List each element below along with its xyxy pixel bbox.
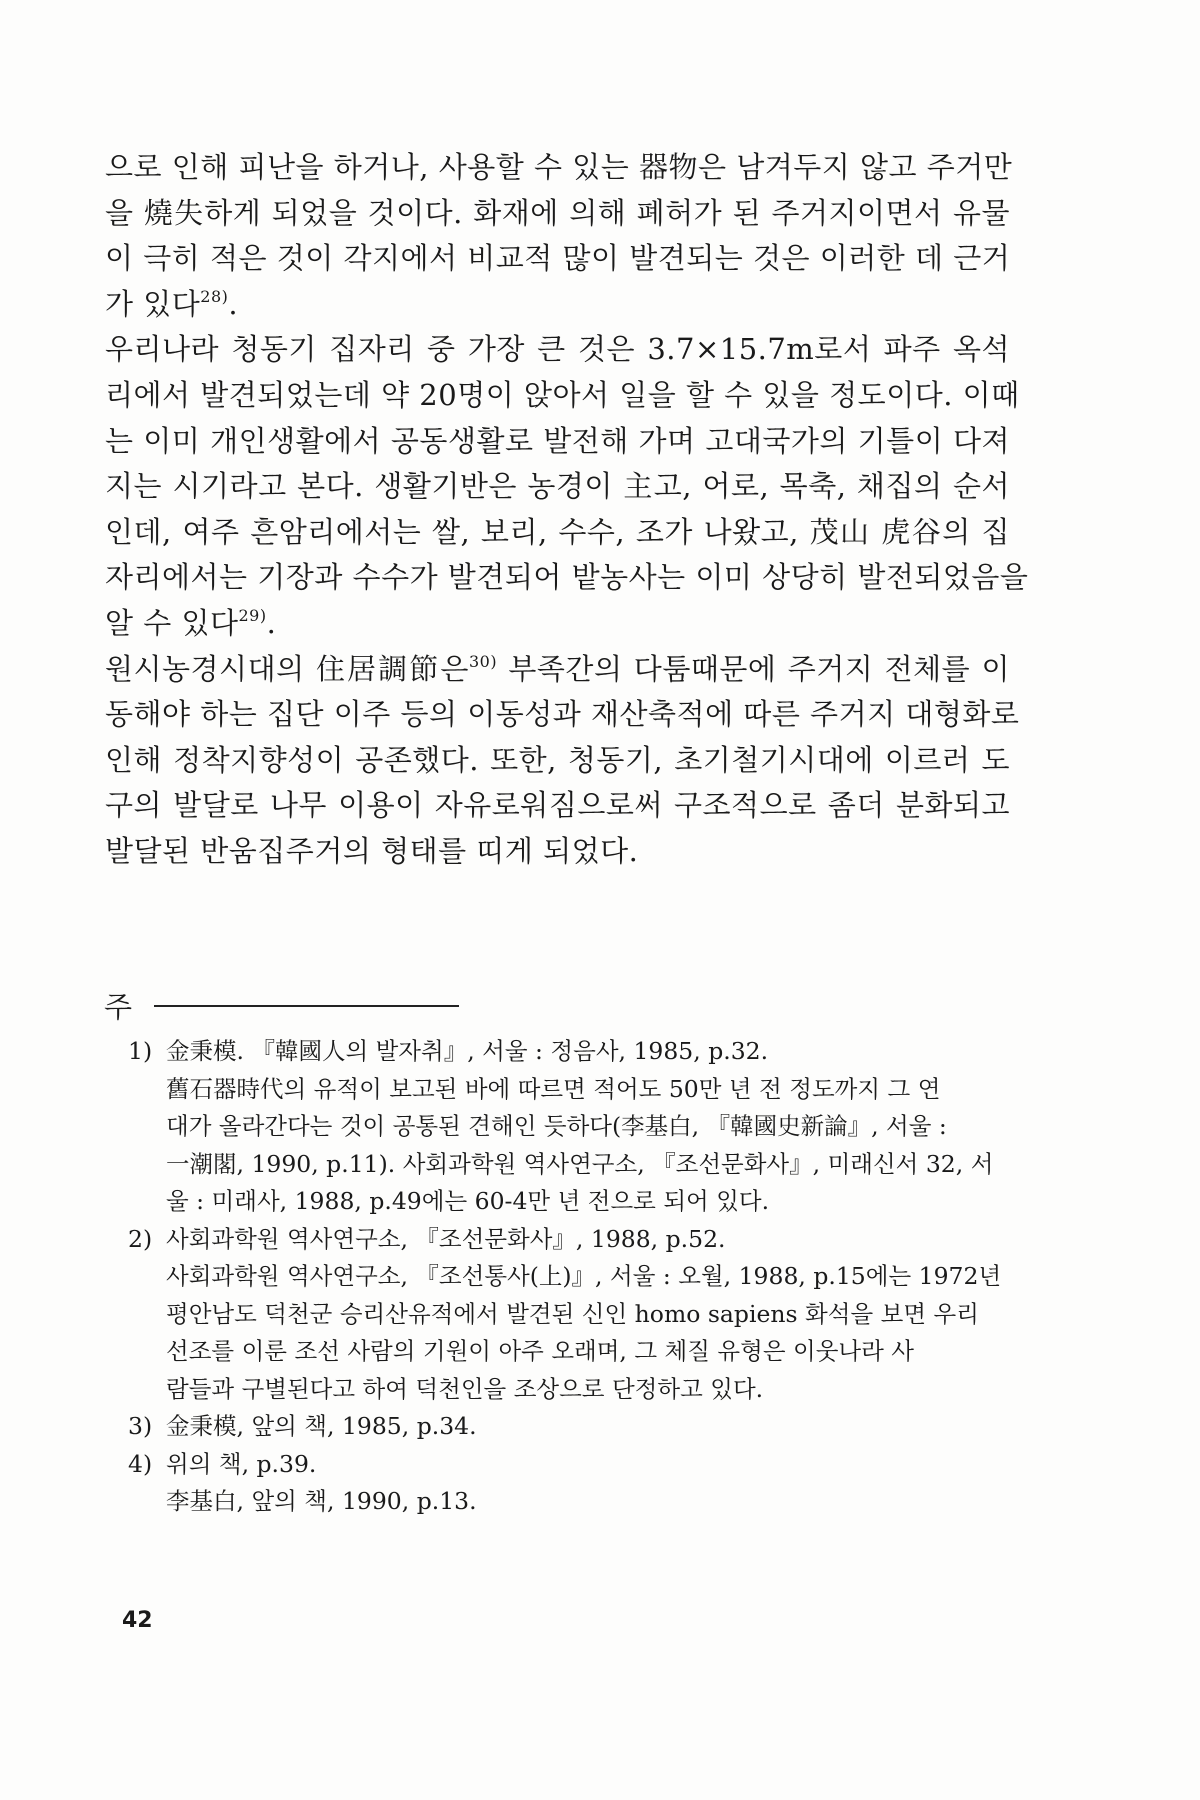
body-line: 으로 인해 피난을 하거나, 사용할 수 있는 器物은 남겨두지 않고 주거만 bbox=[105, 150, 1013, 184]
footnote-line: 金秉模. 『韓國人의 발자취』, 서울 : 정음사, 1985, p.32. bbox=[166, 1037, 769, 1065]
footnote-line: 대가 올라간다는 것이 공통된 견해인 듯하다(李基白, 『韓國史新論』, 서울 : bbox=[166, 1112, 947, 1140]
body-line: 는 이미 개인생활에서 공동생활로 발전해 가며 고대국가의 기틀이 다져 bbox=[105, 423, 1010, 458]
footnote-line: 사회과학원 역사연구소, 『조선통사(上)』, 서울 : 오월, 1988, p.15에는 1972년 bbox=[166, 1262, 1002, 1290]
body-line bbox=[105, 647, 1010, 693]
footnote-line: 金秉模, 앞의 책, 1985, p.34. bbox=[166, 1412, 477, 1440]
footnote-body bbox=[166, 1033, 1010, 1221]
footnote-item bbox=[128, 1446, 1010, 1521]
footnote-ref: 28) bbox=[200, 286, 229, 306]
body-line: 리에서 발견되었는데 약 20명이 앉아서 일을 할 수 있을 정도이다. 이때 bbox=[105, 377, 1020, 412]
body-line: 우리나라 청동기 집자리 중 가장 큰 것은 3.7×15.7m로서 파주 옥석 bbox=[105, 332, 1010, 367]
footnote-body bbox=[166, 1221, 1010, 1409]
body-line-text: 원시농경시대의 住居調節은 bbox=[105, 651, 469, 686]
footnote-line: 울 : 미래사, 1988, p.49에는 60-4만 년 전으로 되어 있다. bbox=[166, 1187, 770, 1215]
footnote-number: 3) bbox=[128, 1412, 153, 1440]
footnote-line: 李基白, 앞의 책, 1990, p.13. bbox=[166, 1487, 477, 1515]
footnote-item bbox=[128, 1221, 1010, 1409]
footnote-line: 람들과 구별된다고 하여 덕천인을 조상으로 단정하고 있다. bbox=[166, 1374, 764, 1403]
footnote-ref: 29) bbox=[238, 605, 267, 625]
footnote-line: 평안남도 덕천군 승리산유적에서 발견된 신인 homo sapiens 화석을 보면 우리 bbox=[166, 1299, 979, 1328]
body-line-tail: 부족간의 다툼때문에 주거지 전체를 이 bbox=[497, 651, 1010, 686]
notes-divider bbox=[154, 1005, 459, 1007]
footnote-line: 선조를 이룬 조선 사람의 기원이 아주 오래며, 그 체질 유형은 이웃나라 사 bbox=[166, 1337, 914, 1365]
footnote-item bbox=[128, 1033, 1010, 1221]
body-line: 자리에서는 기장과 수수가 발견되어 밭농사는 이미 상당히 발전되었음을 bbox=[105, 560, 1029, 595]
footnote-line: 舊石器時代의 유적이 보고된 바에 따르면 적어도 50만 년 전 정도까지 그 연 bbox=[166, 1074, 941, 1103]
body-line: 발달된 반움집주거의 형태를 띠게 되었다. bbox=[105, 833, 639, 868]
body-line: 을 燒失하게 되었을 것이다. 화재에 의해 폐허가 된 주거지이면서 유물 bbox=[105, 195, 1010, 230]
footnote-line: 一潮閣, 1990, p.11). 사회과학원 역사연구소, 『조선문화사』, 미래신서 32, 서 bbox=[166, 1149, 994, 1178]
footnote-body bbox=[166, 1446, 1010, 1521]
body-line: 지는 시기라고 본다. 생활기반은 농경이 主고, 어로, 목축, 채집의 순서 bbox=[105, 469, 1010, 504]
body-line-text: 알 수 있다 bbox=[105, 605, 239, 640]
body-line bbox=[105, 601, 1010, 647]
footnote-number: 1) bbox=[128, 1037, 153, 1065]
footnote-number: 4) bbox=[128, 1449, 153, 1478]
body-line: 구의 발달로 나무 이용이 자유로워짐으로써 구조적으로 좀더 분화되고 bbox=[105, 788, 1010, 823]
footnote-ref: 30) bbox=[468, 651, 498, 671]
body-line bbox=[105, 282, 1010, 328]
footnote-line: 사회과학원 역사연구소, 『조선문화사』, 1988, p.52. bbox=[166, 1224, 726, 1253]
body-line: 동해야 하는 집단 이주 등의 이동성과 재산축적에 따른 주거지 대형화로 bbox=[105, 697, 1020, 732]
footnote-item bbox=[128, 1408, 1010, 1446]
body-text bbox=[105, 145, 1029, 875]
notes-heading-label: 주 bbox=[104, 990, 133, 1024]
body-line-text: 가 있다 bbox=[105, 286, 201, 321]
footnotes bbox=[128, 1033, 1010, 1521]
page-number: 42 bbox=[122, 1608, 153, 1633]
body-line-tail: . bbox=[228, 286, 239, 321]
body-line: 인데, 여주 흔암리에서는 쌀, 보리, 수수, 조가 나왔고, 茂山 虎谷의 집 bbox=[105, 514, 1010, 549]
footnote-body bbox=[166, 1408, 1010, 1446]
footnote-line: 위의 책, p.39. bbox=[166, 1449, 317, 1478]
body-line: 이 극히 적은 것이 각지에서 비교적 많이 발견되는 것은 이러한 데 근거 bbox=[105, 241, 1011, 276]
body-line-tail: . bbox=[266, 605, 277, 640]
footnote-number: 2) bbox=[128, 1224, 153, 1253]
notes-heading bbox=[104, 985, 459, 1026]
body-line: 인해 정착지향성이 공존했다. 또한, 청동기, 초기철기시대에 이르러 도 bbox=[105, 742, 1010, 777]
